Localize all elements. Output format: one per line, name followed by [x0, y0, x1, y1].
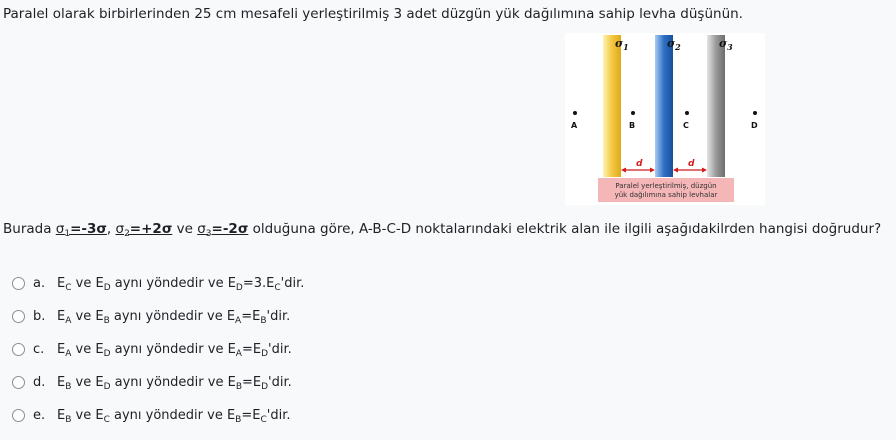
answer-options: [12, 267, 304, 432]
point-a-label: A: [571, 121, 578, 130]
distance-label-1: d: [636, 159, 643, 169]
plates-diagram: [565, 33, 765, 205]
sigma1-symbol: $\sigma_1$: [55, 221, 71, 239]
option-d[interactable]: [12, 366, 304, 399]
plate-label-sigma2: $\sigma_2$: [667, 37, 681, 52]
option-text: $E_A$ ve $E_B$ aynı yöndedir ve $E_A=E_B'dir$.: [57, 309, 291, 326]
radio-button-e[interactable]: [12, 409, 25, 422]
option-b[interactable]: [12, 300, 304, 333]
plate-sigma2: [655, 35, 673, 177]
option-letter: c.: [33, 342, 45, 357]
question-prefix: Burada: [3, 221, 56, 237]
radio-button-d[interactable]: [12, 376, 25, 389]
radio-button-a[interactable]: [12, 277, 25, 290]
point-c-label: C: [683, 121, 689, 130]
figure-caption-line1: Paralel yerleştirilmiş, düzgün: [615, 182, 717, 190]
option-text: $E_B$ ve $E_D$ aynı yöndedir ve $E_B=E_D'dir$.: [57, 375, 292, 392]
question-intro: Paralel olarak birbirlerinden 25 cm mesafeli yerleştirilmiş 3 adet düzgün yük dağılımına sahip levha düşünün.: [3, 6, 743, 22]
question-sep1: ,: [106, 221, 116, 237]
plate-label-sigma3: $\sigma_3$: [719, 37, 733, 52]
option-a[interactable]: [12, 267, 304, 300]
sigma1-value: =-3σ: [70, 221, 107, 237]
option-letter: e.: [33, 408, 46, 423]
option-letter: a.: [33, 276, 46, 291]
plate-label-sigma1: $\sigma_1$: [615, 37, 629, 52]
question-sep2: ve: [172, 221, 198, 237]
option-c[interactable]: [12, 333, 304, 366]
point-c-dot: [685, 111, 689, 115]
point-b-label: B: [629, 121, 636, 130]
radio-button-b[interactable]: [12, 310, 25, 323]
sigma3-symbol: $\sigma_3$: [197, 221, 212, 239]
sigma3-value: =-2σ: [211, 221, 249, 237]
point-a-dot: [573, 111, 577, 115]
option-text: $E_A$ ve $E_D$ aynı yöndedir ve $E_A=E_D'dir$.: [57, 342, 292, 359]
option-text: $E_C$ ve $E_D$ aynı yöndedir ve $E_D=3.E_C'dir$.: [57, 276, 305, 293]
option-e[interactable]: [12, 399, 304, 432]
point-d-dot: [753, 111, 757, 115]
plates-figure: [565, 33, 765, 205]
point-b-dot: [631, 111, 635, 115]
point-d-label: D: [751, 121, 758, 130]
figure-caption-line2: yük dağılımına sahip levhalar: [614, 191, 718, 199]
question-text: [3, 221, 881, 237]
plate-sigma1: [603, 35, 621, 177]
distance-label-2: d: [688, 159, 695, 169]
plate-sigma3: [707, 35, 725, 177]
sigma2-symbol: $\sigma_2$: [115, 221, 130, 239]
option-text: $E_B$ ve $E_C$ aynı yöndedir ve $E_B=E_C'dir$.: [57, 408, 291, 425]
option-letter: d.: [33, 375, 46, 390]
radio-button-c[interactable]: [12, 343, 25, 356]
question-suffix: olduğuna göre, A-B-C-D noktalarındaki elektrik alan ile ilgili aşağıdakilrden hangisi doğrudur?: [248, 221, 882, 237]
option-letter: b.: [33, 309, 46, 324]
sigma2-value: =+2σ: [129, 221, 173, 237]
